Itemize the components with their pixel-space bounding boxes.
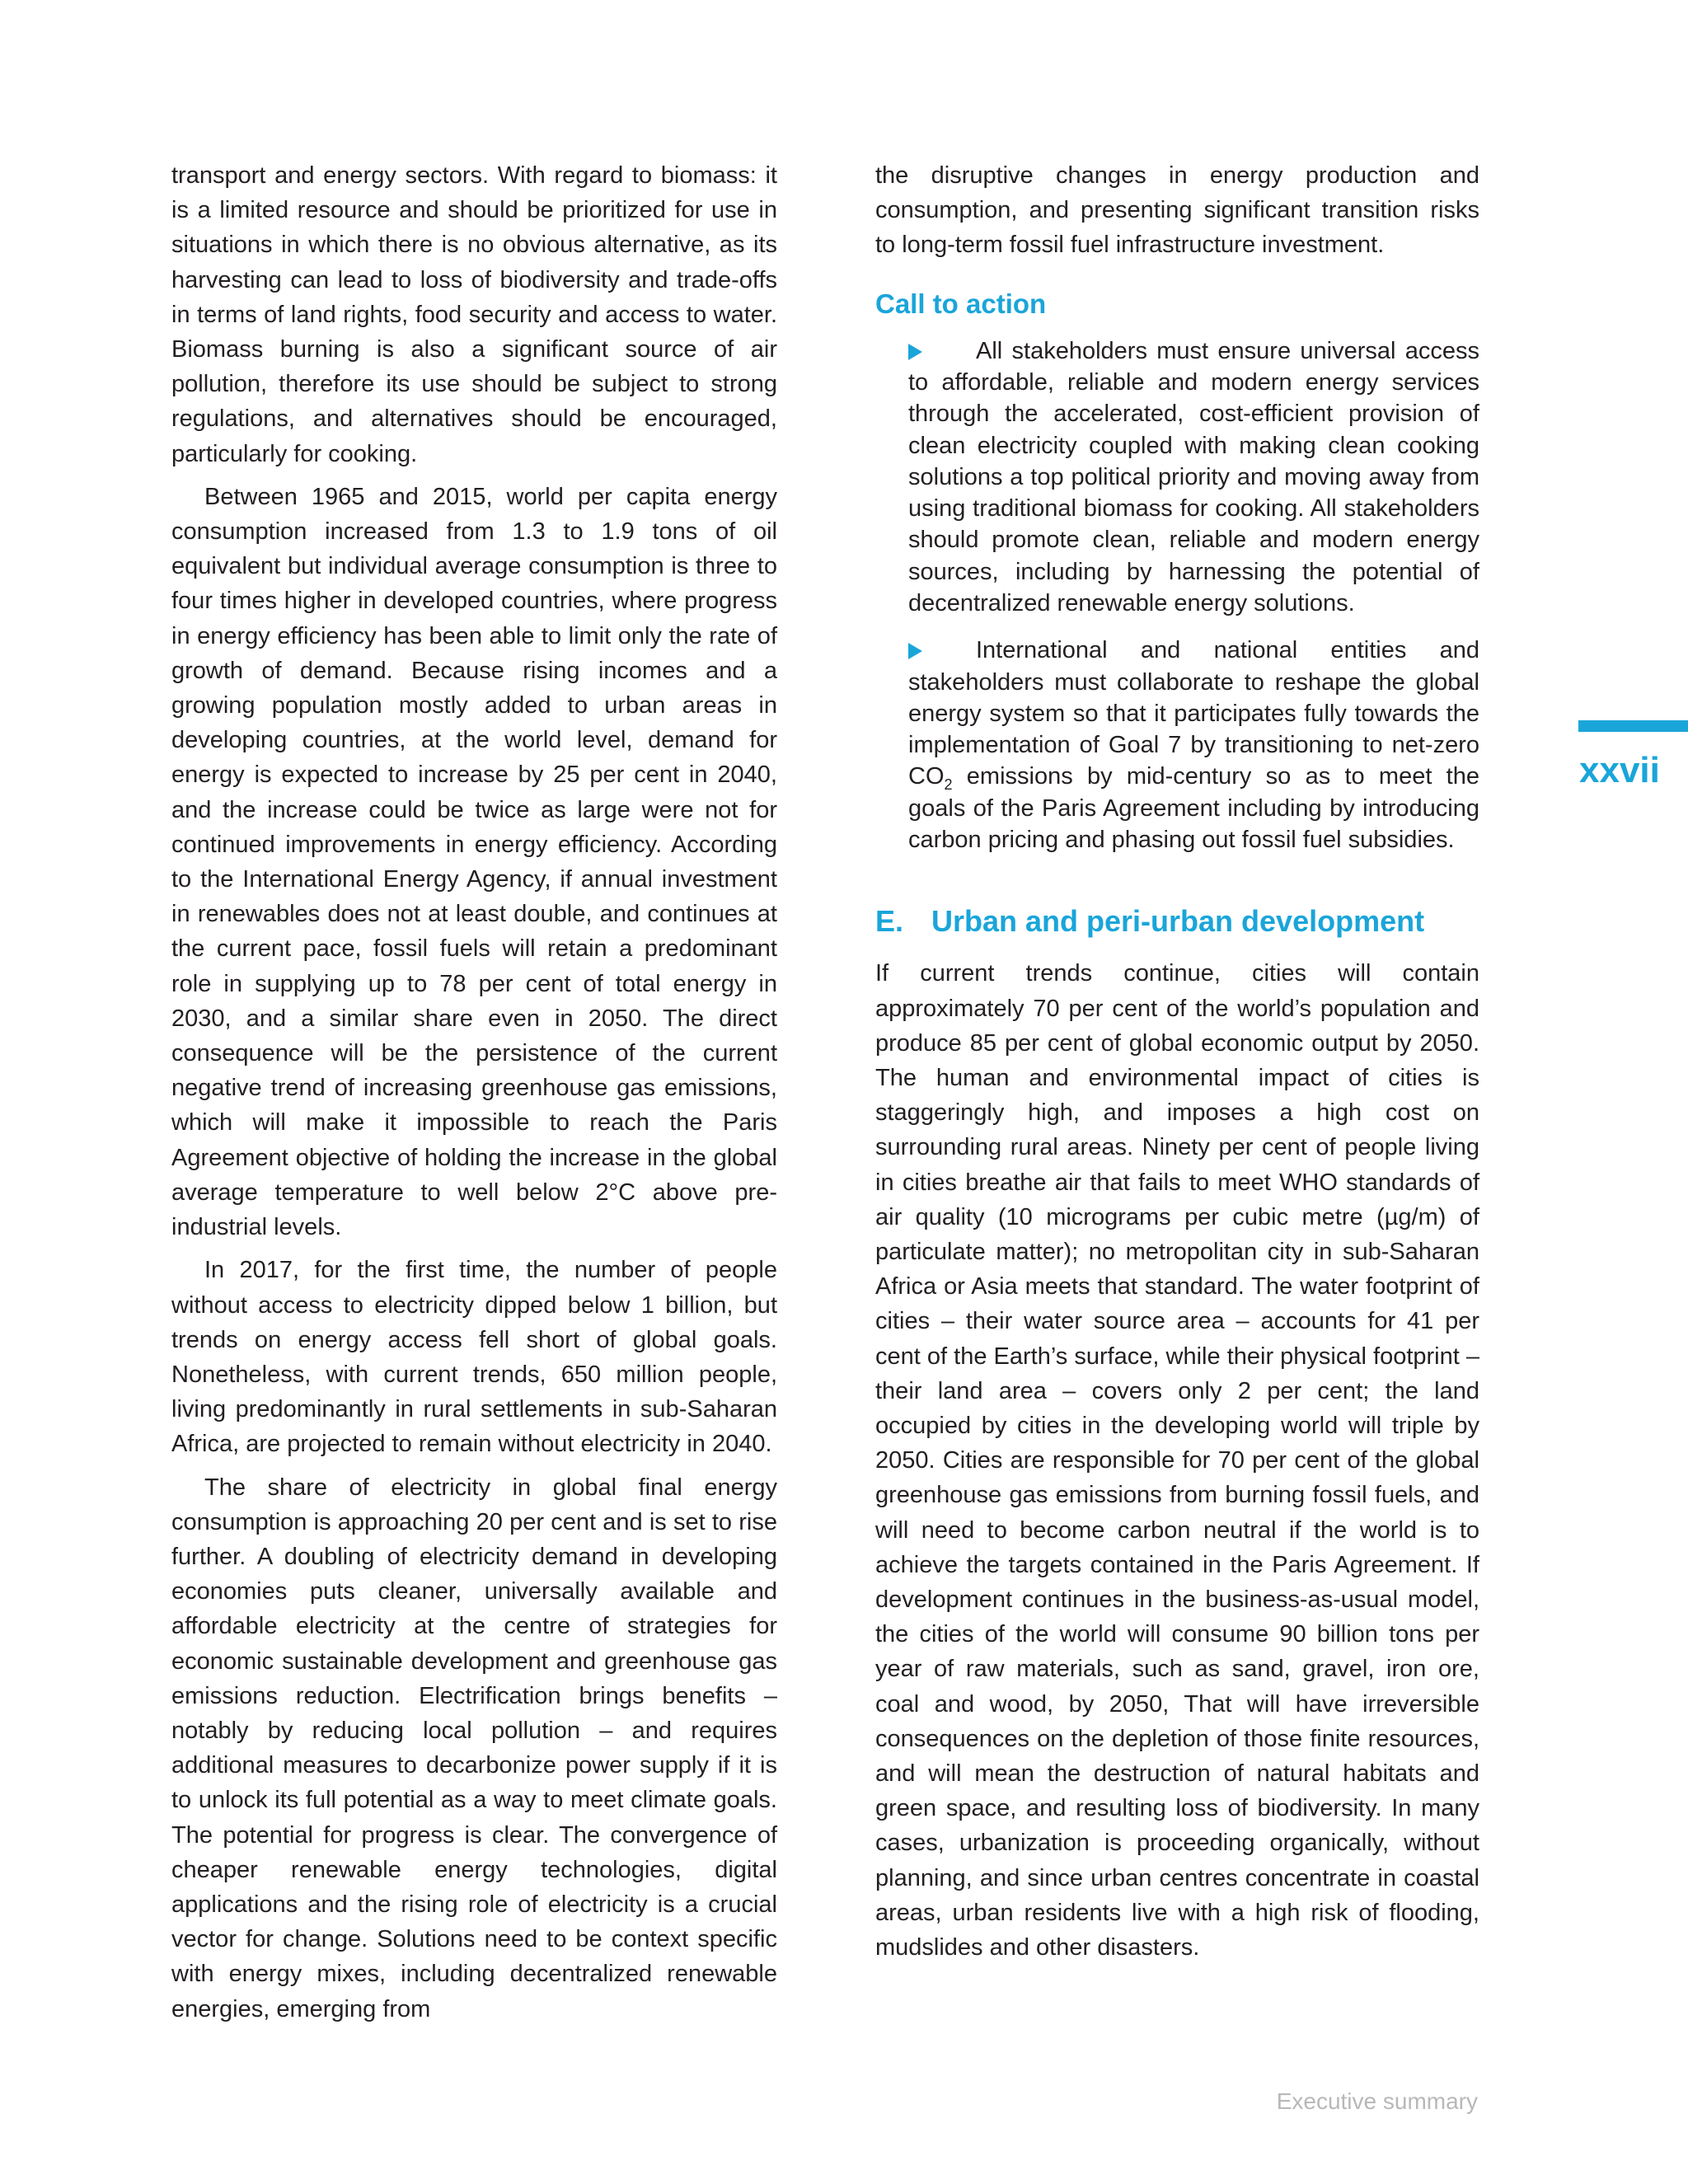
paragraph-electricity-share: The share of electricity in global final energy consumption is approaching 20 per cent and is set to rise further. A doubling of electricity demand in developing economies puts cleaner, universally available and affordable electricity at the centre of strategies for economic sustainable development and greenhouse gas emissions reduction. Electrification brings benefits – notably by reducing local pollution – and requires additional measures to decarbonize power supply if it is to unlock its full potential as a way to meet climate goals. The potential for progress is clear. The convergence of cheaper renewable energy technologies, digital applications and the rising role of electricity is a crucial vector for change. Solutions need to be context specific with energy mixes, including decentralized renewable energies, emerging from (171, 1474, 777, 2022)
section-title: Urban and peri-urban development (931, 904, 1425, 939)
call-to-action-item (908, 635, 1479, 855)
call-to-action-list (875, 335, 1479, 856)
call-to-action-item (908, 335, 1479, 620)
section-letter: E. (875, 904, 904, 939)
bullet-text: All stakeholders must ensure universal access to affordable, reliable and modern energy services through the accelerated, cost-efficient provision of clean electricity coupled with making clean cooking solutions a top political priority and moving away from using traditional biomass for cooking. All stakeholders should promote clean, reliable and modern energy sources, including by harnessing the potential of decentralized renewable energy solutions. (908, 337, 1479, 616)
page-tab-bar (1578, 720, 1688, 732)
paragraph-energy-consumption: Between 1965 and 2015, world per capita energy consumption increased from 1.3 to 1.9 tons of oil equivalent but individual average consumption is three to four times higher in developed countries, where progress in energy efficiency has been able to limit only the rate of growth of demand. Because rising incomes and a growing population mostly added to urban areas in developing countries, at the world level, demand for energy is expected to increase by 25 per cent in 2040, and the increase could be twice as large were not for continued improvements in energy efficiency. According to the International Energy Agency, if annual investment in renewables does not at least double, and continues at the current pace, fossil fuels will retain a predominant role in supplying up to 78 per cent of total energy in 2030, and a similar share even in 2050. The direct consequence will be the persistence of the current negative trend of increasing greenhouse gas emissions, which will make it impossible to reach the Paris Agreement objective of holding the increase in the global average temperature to well below 2°C above pre-industrial levels. (171, 483, 777, 1241)
subscript-2: 2 (944, 776, 953, 794)
call-to-action-heading: Call to action (875, 288, 1047, 319)
triangle-bullet-icon (908, 344, 922, 360)
triangle-bullet-icon (908, 643, 922, 659)
paragraph-electricity-access: In 2017, for the first time, the number of people without access to electricity dipped below 1 billion, but trends on energy access fell short of global goals. Nonetheless, with current trends, 650 million people, living predominantly in rural settlements in sub-Saharan Africa, are projected to remain without electricity in 2040. (171, 1257, 777, 1458)
paragraph-urban-development: If current trends continue, cities will contain approximately 70 per cent of the world’s population and produce 85 per cent of global economic output by 2050. The human and environmental impact of cities is staggeringly high, and imposes a high cost on surrounding rural areas. Ninety per cent of people living in cities breathe air that fails to meet WHO standards of air quality (10 micrograms per cubic metre (µg/m) of particulate matter); no metropolitan city in sub-Saharan Africa or Asia meets that standard. The water footprint of cities – their water source area – accounts for 41 per cent of the Earth’s surface, while their physical footprint – their land area – covers only 2 per cent; the land occupied by cities in the developing world will triple by 2050. Cities are responsible for 70 per cent of the global greenhouse gas emissions from burning fossil fuels, and will need to become carbon neutral if the world is to achieve the targets contained in the Paris Agreement. If development continues in the business-as-usual model, the cities of the world will consume 90 billion tons per year of raw materials, such as sand, gravel, iron ore, coal and wood, by 2050, That will have irreversible consequences on the depletion of those finite resources, and will mean the destruction of natural habitats and green space, and resulting loss of biodiversity. In many cases, urbanization is proceeding organically, without planning, and since urban centres concentrate in coastal areas, urban residents live with a high risk of flooding, mudslides and other disasters. (875, 960, 1479, 1961)
right-column (875, 158, 1479, 1973)
running-footer: Executive summary (1276, 2088, 1478, 2114)
left-column (171, 158, 777, 2035)
section-heading (875, 903, 1479, 940)
paragraph-biomass: transport and energy sectors. With regard to biomass: it is a limited resource and should be prioritized for use in situations in which there is no obvious alternative, as its harvesting can lead to loss of biodiversity and trade-offs in terms of land rights, food security and access to water. Biomass burning is also a significant source of air pollution, therefore its use should be subject to strong regulations, and alternatives should be encouraged, particularly for cooking. (171, 162, 777, 467)
bullet-text: International and national entities and stakeholders must collaborate to reshape the global energy system so that it participates fully towards the implementation of Goal 7 by transitioning to net-zero $CO_2$ emissions by mid-century so as to meet the goals of the Paris Agreement including by introducing carbon pricing and phasing out fossil fuel subsidies. (908, 637, 1479, 854)
paragraph-disruptive-changes: the disruptive changes in energy production and consumption, and presenting significant transition risks to long-term fossil fuel infrastructure investment. (875, 162, 1479, 259)
page-number: xxvii (1579, 750, 1660, 790)
